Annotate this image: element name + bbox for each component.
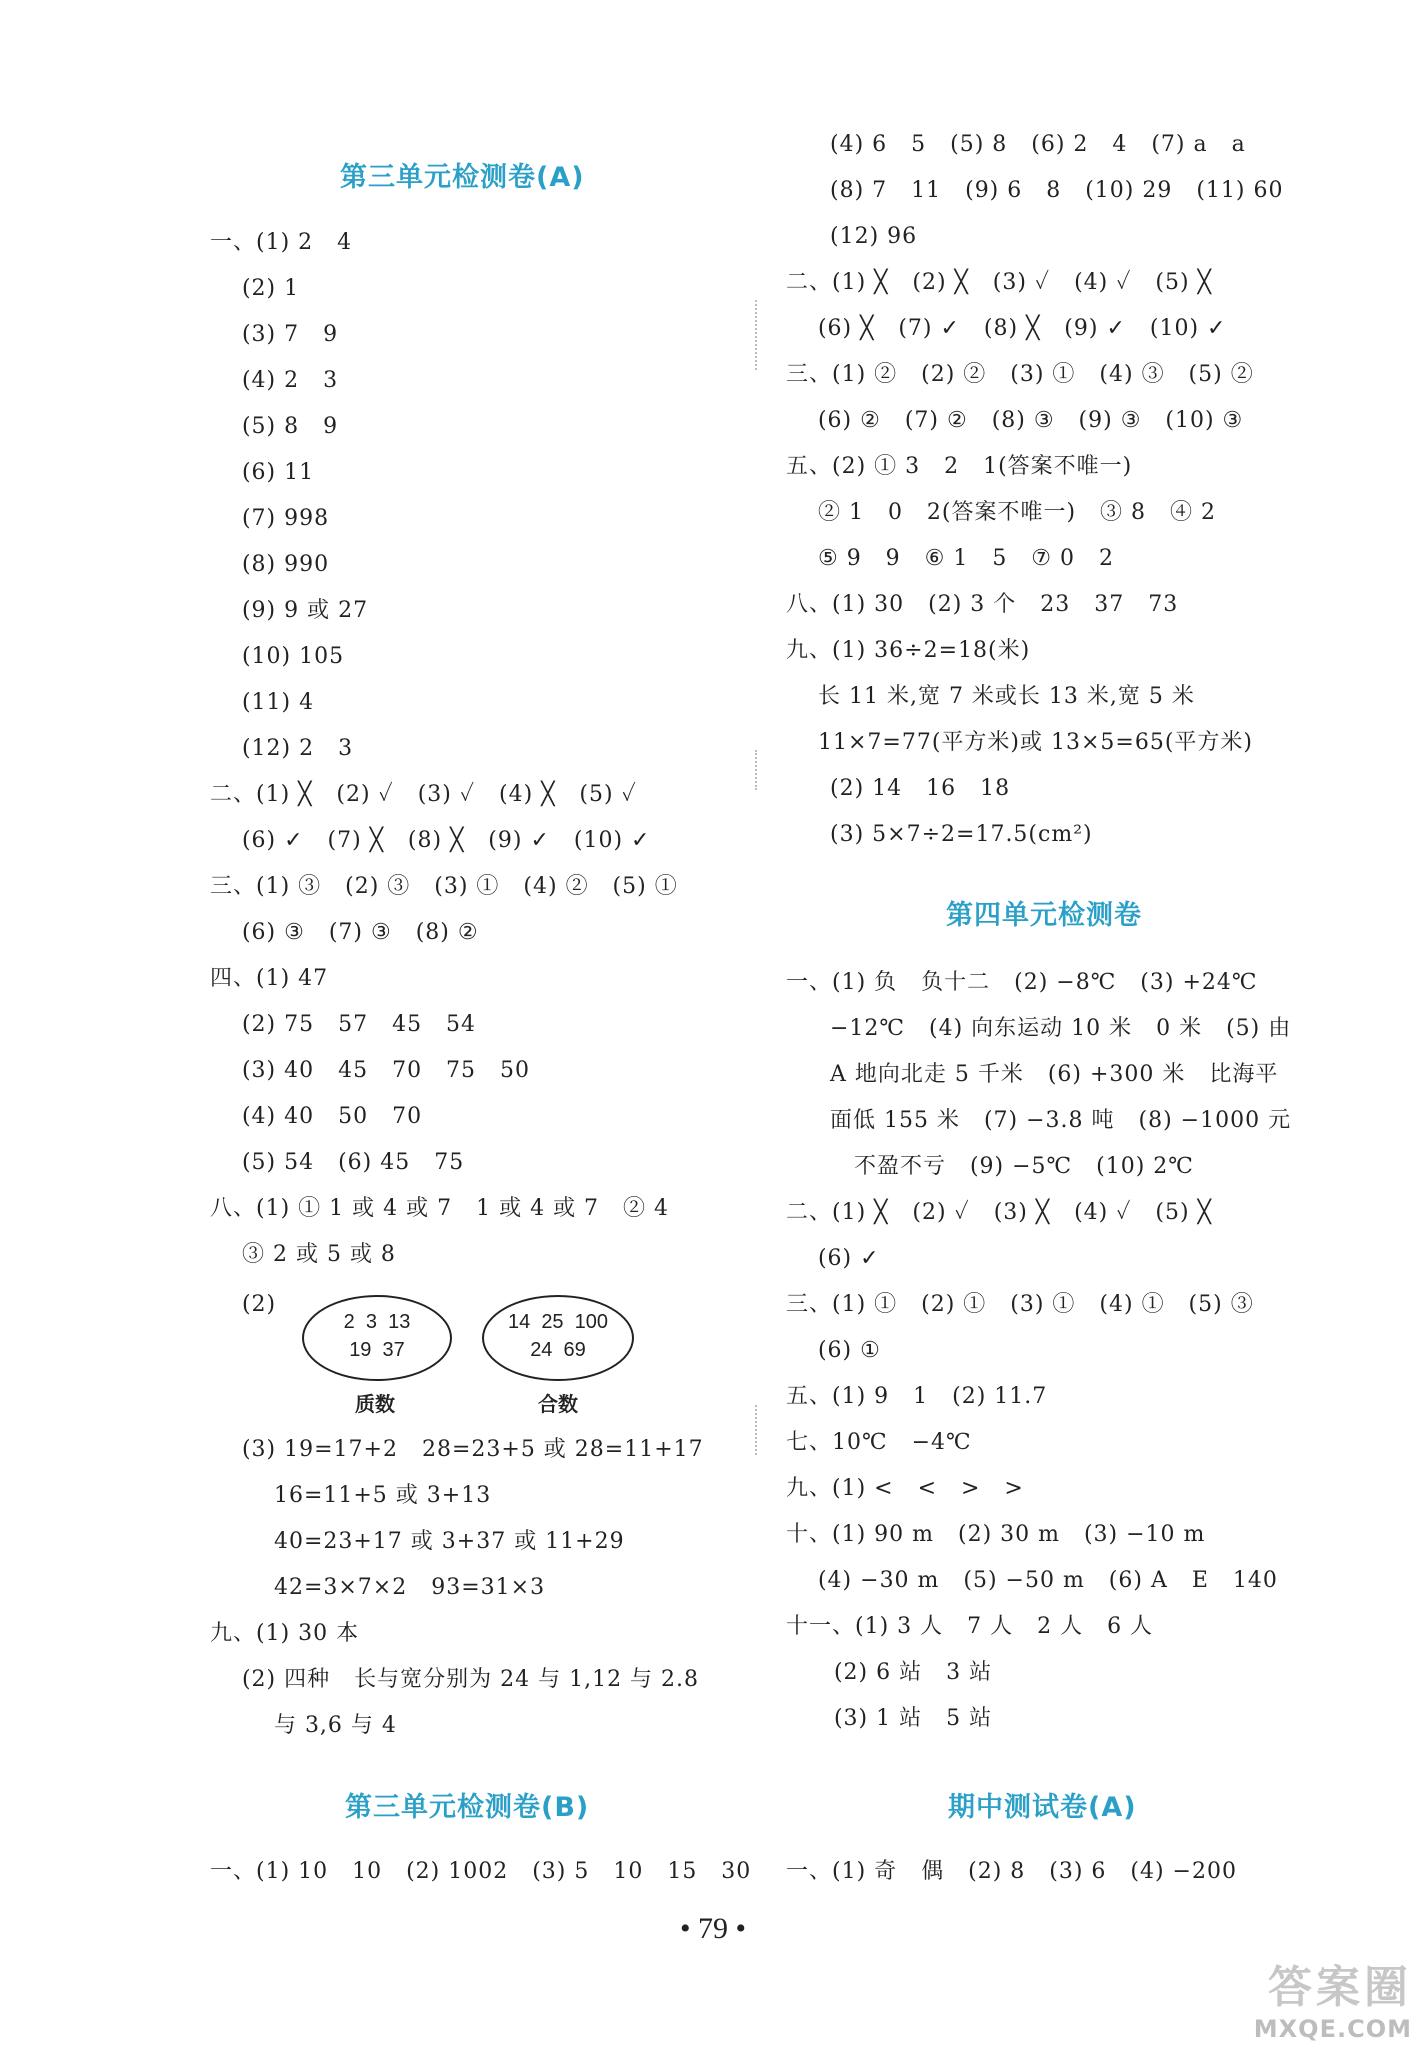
answer-line: 三、(1) ② (2) ② (3) ① (4) ③ (5) ② xyxy=(786,362,1254,387)
answer-line: (7) 998 xyxy=(210,506,330,531)
answer-line: ③ 2 或 5 或 8 xyxy=(210,1242,396,1267)
answer-line: (5) 8 9 xyxy=(210,414,339,439)
answer-line: 与 3,6 与 4 xyxy=(210,1713,397,1738)
answer-line: 一、(1) 负 负十二 (2) −8℃ (3) +24℃ xyxy=(786,970,1258,995)
answer-line: (3) 40 45 70 75 50 xyxy=(210,1058,531,1083)
prime-set-label: 质数 xyxy=(355,1392,395,1416)
answer-line: 五、(2) ① 3 2 1(答案不唯一) xyxy=(786,454,1133,479)
watermark-title: 答案圈 xyxy=(1268,1962,1412,2013)
answer-line: 42=3×7×2 93=31×3 xyxy=(210,1575,546,1600)
answer-line: 十、(1) 90 m (2) 30 m (3) −10 m xyxy=(786,1522,1206,1547)
answer-line: (6) ② (7) ② (8) ③ (9) ③ (10) ③ xyxy=(786,408,1244,433)
answer-line: (9) 9 或 27 xyxy=(210,598,369,623)
answer-line: 十一、(1) 3 人 7 人 2 人 6 人 xyxy=(786,1614,1154,1639)
answer-line: 二、(1) ╳ (2) ✓ (3) ╳ (4) ✓ (5) ╳ xyxy=(786,1200,1212,1225)
answer-line: (11) 4 xyxy=(210,690,315,715)
answer-line: (3) 19=17+2 28=23+5 或 28=11+17 xyxy=(210,1437,704,1462)
answer-line: (2) xyxy=(210,1292,277,1317)
column-divider xyxy=(755,750,757,790)
prime-set-ellipse xyxy=(302,1295,452,1381)
answer-line: (6) ③ (7) ③ (8) ② xyxy=(210,920,479,945)
watermark-logo xyxy=(1254,1951,1412,2043)
composite-set-row1: 14 25 100 xyxy=(507,1311,609,1333)
answer-line: (3) 7 9 xyxy=(210,322,339,347)
answer-line: 11×7=77(平方米)或 13×5=65(平方米) xyxy=(786,730,1254,755)
answer-line: 面低 155 米 (7) −3.8 吨 (8) −1000 元 xyxy=(830,1108,1292,1133)
answer-line: (4) 6 5 (5) 8 (6) 2 4 (7) a a xyxy=(830,132,1246,157)
answer-line: (4) 2 3 xyxy=(210,368,339,393)
answer-line: 一、(1) 奇 偶 (2) 8 (3) 6 (4) −200 xyxy=(786,1859,1237,1884)
answer-line: 九、(1) < < > > xyxy=(786,1476,1024,1501)
answer-line: (5) 54 (6) 45 75 xyxy=(210,1150,465,1175)
column-divider xyxy=(755,300,757,370)
answer-line: (8) 7 11 (9) 6 8 (10) 29 (11) 60 xyxy=(830,178,1284,203)
answer-line: A 地向北走 5 千米 (6) +300 米 比海平 xyxy=(830,1062,1279,1087)
answer-line: 八、(1) ① 1 或 4 或 7 1 或 4 或 7 ② 4 xyxy=(210,1196,670,1221)
answer-line: 三、(1) ① (2) ① (3) ① (4) ① (5) ③ xyxy=(786,1292,1254,1317)
answer-line: ⑤ 9 9 ⑥ 1 5 ⑦ 0 2 xyxy=(786,546,1114,571)
answer-line: (2) 75 57 45 54 xyxy=(210,1012,477,1037)
composite-set-row2: 24 69 xyxy=(530,1339,586,1361)
answer-line: 二、(1) ╳ (2) ✓ (3) ✓ (4) ╳ (5) ✓ xyxy=(210,782,637,807)
section-title-unit3b: 第三单元检测卷(B) xyxy=(345,1792,590,1823)
answer-line: (2) 1 xyxy=(210,276,300,301)
answer-line: (12) 96 xyxy=(830,224,918,249)
answer-line: (6) ✓ xyxy=(786,1246,880,1271)
prime-set-row2: 19 37 xyxy=(349,1339,405,1361)
answer-line: 40=23+17 或 3+37 或 11+29 xyxy=(210,1529,625,1554)
composite-set-label: 合数 xyxy=(538,1392,578,1416)
answer-line: 二、(1) ╳ (2) ╳ (3) ✓ (4) ✓ (5) ╳ xyxy=(786,270,1212,295)
answer-line: 不盈不亏 (9) −5℃ (10) 2℃ xyxy=(830,1154,1194,1179)
answer-line: 五、(1) 9 1 (2) 11.7 xyxy=(786,1384,1048,1409)
answer-line: (2) 四种 长与宽分别为 24 与 1,12 与 2.8 xyxy=(210,1667,700,1692)
section-title-midterm: 期中测试卷(A) xyxy=(948,1792,1137,1823)
section-title-unit3a: 第三单元检测卷(A) xyxy=(340,162,585,193)
answer-line: 九、(1) 36÷2=18(米) xyxy=(786,638,1031,663)
watermark-url: MXQE.COM xyxy=(1253,2015,1412,2043)
answer-line: 四、(1) 47 xyxy=(210,966,329,991)
answer-line: (3) 1 站 5 站 xyxy=(786,1706,993,1731)
answer-line: (12) 2 3 xyxy=(210,736,354,761)
answer-line: ② 1 0 2(答案不唯一) ③ 8 ④ 2 xyxy=(786,500,1217,525)
answer-line: −12℃ (4) 向东运动 10 米 0 米 (5) 由 xyxy=(830,1016,1292,1041)
answer-line: (4) −30 m (5) −50 m (6) A E 140 xyxy=(786,1568,1278,1593)
answer-line: 三、(1) ③ (2) ③ (3) ① (4) ② (5) ① xyxy=(210,874,678,899)
answer-line: 长 11 米,宽 7 米或长 13 米,宽 5 米 xyxy=(786,684,1195,709)
answer-line: 九、(1) 30 本 xyxy=(210,1621,360,1646)
answer-line: (10) 105 xyxy=(210,644,345,669)
answer-line: (6) ① xyxy=(786,1338,881,1363)
answer-line: (2) 6 站 3 站 xyxy=(786,1660,993,1685)
answer-line: 八、(1) 30 (2) 3 个 23 37 73 xyxy=(786,592,1179,617)
answer-line: (8) 990 xyxy=(210,552,330,577)
answer-line: (6) ╳ (7) ✓ (8) ╳ (9) ✓ (10) ✓ xyxy=(786,316,1227,341)
composite-set-ellipse xyxy=(482,1295,634,1381)
answer-line: 16=11+5 或 3+13 xyxy=(210,1483,492,1508)
answer-line: (4) 40 50 70 xyxy=(210,1104,423,1129)
column-divider xyxy=(755,1405,757,1455)
answer-line: (3) 5×7÷2=17.5(cm²) xyxy=(830,822,1093,847)
answer-line: 七、10℃ −4℃ xyxy=(786,1430,972,1455)
answer-line: (2) 14 16 18 xyxy=(830,776,1011,801)
prime-set-row1: 2 3 13 xyxy=(343,1311,411,1333)
answer-line: 一、(1) 10 10 (2) 1002 (3) 5 10 15 30 xyxy=(210,1859,752,1884)
answer-line: (6) 11 xyxy=(210,460,315,485)
answer-line: (6) ✓ (7) ╳ (8) ╳ (9) ✓ (10) ✓ xyxy=(210,828,651,853)
page-number: • 79 • xyxy=(679,1912,746,1945)
answer-line: 一、(1) 2 4 xyxy=(210,230,353,255)
section-title-unit4: 第四单元检测卷 xyxy=(946,900,1142,931)
